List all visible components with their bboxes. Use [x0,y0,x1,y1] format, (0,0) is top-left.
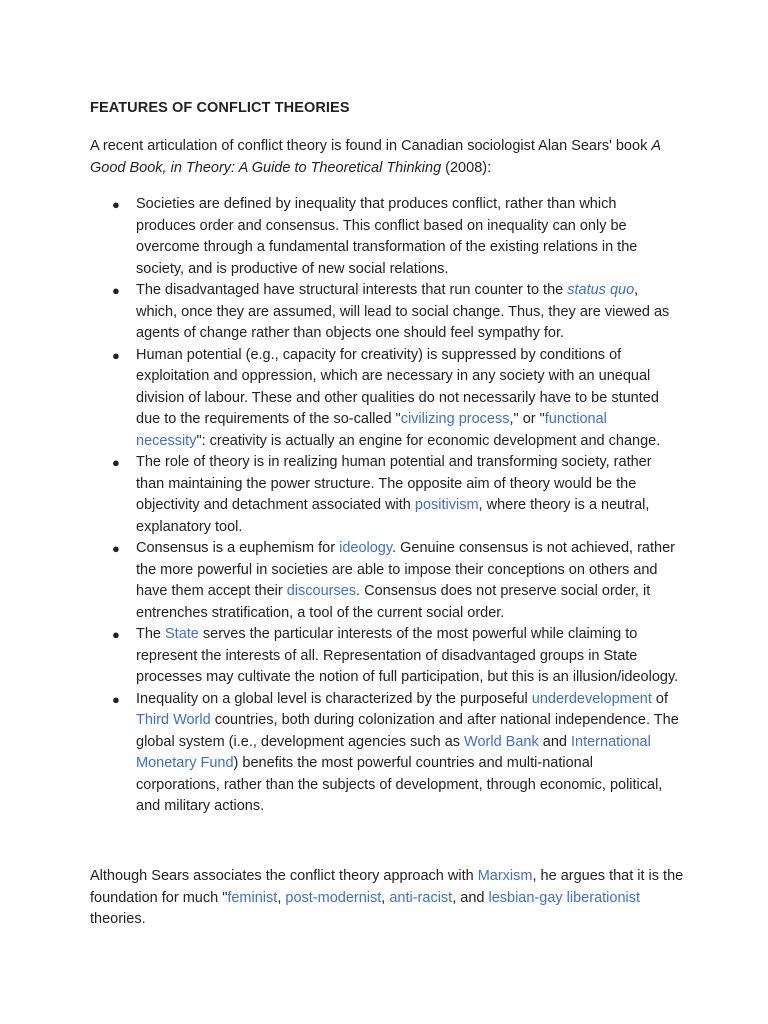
list-item-text: The disadvantaged have structural interests that run counter to the [136,282,568,298]
list-item-text: . Genuine consensus is not achieved, rather the more powerful in societies are able to impose their conceptions on others and have them accept their [136,540,675,599]
link-third-world[interactable]: Third World [136,712,211,728]
book-title: A Good Book, in Theory: A Guide to Theoretical Thinking [90,138,661,176]
link-imf[interactable]: International Monetary Fund [136,733,651,771]
list-item-text: Inequality on a global level is characterized by the purposeful [136,690,532,707]
link-civilizing-process[interactable]: civilizing process [400,411,510,427]
link-world-bank[interactable]: World Bank [464,733,539,750]
bullet-icon: ● [112,283,120,298]
link-text: status quo [567,282,635,298]
link-anti-racist[interactable]: anti-racist [389,889,453,906]
link-ideology[interactable]: ideology [339,540,393,556]
list-item-text: ," or " [509,411,545,427]
intro-text-end: (2008): [441,159,492,176]
link-underdevelopment[interactable]: underdevelopment [531,690,652,707]
paragraph-text: Although Sears associates the conflict theory approach with [90,868,478,884]
link-feminist[interactable]: feminist [227,889,278,906]
list-item [90,194,680,280]
bullet-icon: ● [112,455,120,470]
bullet-icon: ● [112,541,120,556]
list-item-text: ": creativity is actually an engine for economic development and change. [196,432,661,449]
page-title: FEATURES OF CONFLICT THEORIES [90,100,350,116]
paragraph-text: , he argues that it is the foundation for much " [90,868,684,906]
list-item-text: Societies are defined by inequality that produces conflict, rather than which produces order and consensus. This conflict based on inequality can only be overcome through a fundamental transformation of the existing relations in the society, and is productive of new social relations. [136,196,638,277]
list-item-text: countries, both during colonization and after national independence. The global system (i.e., development agencies such as [136,712,679,750]
list-item-text: of [651,690,669,707]
paragraph-text: theories. [90,911,146,927]
list-item [90,624,680,689]
link-lesbian-gay-liberationist[interactable]: lesbian-gay liberationist [488,889,641,906]
link-post-modernist[interactable]: post-modernist [285,889,382,906]
list-item-text: , which, once they are assumed, will lead to social change. Thus, they are viewed as agents of change rather than objects one should feel sympathy for. [136,282,670,341]
link-discourses[interactable]: discourses [286,583,357,599]
list-item-text: Consensus is a euphemism for [136,540,340,556]
paragraph-text: , [381,889,390,906]
intro-text: A recent articulation of conflict theory is found in Canadian sociologist Alan Sears' book [90,138,652,154]
feature-list [90,194,680,818]
link-positivism[interactable]: positivism [414,497,479,513]
list-item [90,689,680,818]
closing-paragraph [90,866,690,931]
bullet-icon: ● [112,197,120,212]
link-status-quo[interactable] [567,282,634,298]
list-item-text: Human potential (e.g., capacity for creativity) is suppressed by conditions of exploitation and oppression, which are necessary in any society with an unequal division of labour. These and other qualities do not necessarily have to be stunted due to the requirements of the so-called " [136,346,659,427]
list-item-text: . Consensus does not preserve social order, it entrenches stratification, a tool of the current social order. [136,583,651,621]
list-item-text: , where theory is a neutral, explanatory tool. [136,497,650,535]
bullet-icon: ● [112,627,120,642]
link-state[interactable]: State [165,626,199,642]
intro-paragraph [90,136,690,179]
list-item [90,345,680,453]
list-item-text: serves the particular interests of the most powerful while claiming to represent the interests of all. Representation of disadvantaged groups in State processes may cultivate the notion of full participation, but this is an illusion/ideology. [136,626,679,685]
list-item [90,280,680,345]
paragraph-text: , [277,889,286,906]
list-item-text: The role of theory is in realizing human potential and transforming society, rather than maintaining the power structure. The opposite aim of theory would be the objectivity and detachment associated with [136,454,652,513]
list-item-text: and [538,733,571,750]
list-item [90,452,680,538]
list-item-text: ) benefits the most powerful countries and multi-national corporations, rather than the subjects of development, through economic, political, and military actions. [136,755,663,814]
paragraph-text: , and [452,889,489,906]
bullet-icon: ● [112,691,120,707]
link-functional-necessity[interactable]: functional necessity [136,411,607,449]
link-marxism[interactable]: Marxism [477,868,533,884]
list-item-text: The [136,626,166,642]
bullet-icon: ● [112,347,120,363]
list-item [90,538,680,624]
